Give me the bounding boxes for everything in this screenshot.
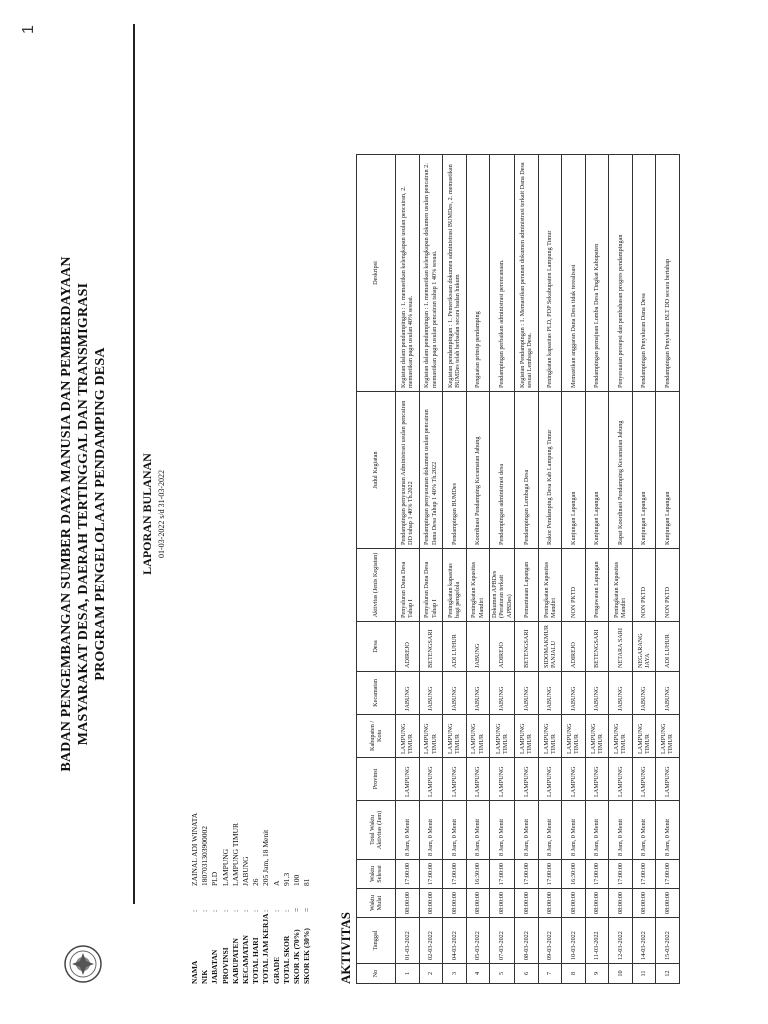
cell-desa: ADI LUHUR — [443, 621, 467, 671]
cell-judul-kegiatan: Rapat Koordinasi Pendamping Kecamatan Jabung — [609, 391, 633, 548]
cell-no: 5 — [490, 964, 515, 984]
cell-no: 2 — [419, 964, 443, 984]
table-row — [515, 154, 539, 983]
cell-no: 6 — [515, 964, 539, 984]
cell-waktu-selesai: 17:00:00 — [419, 859, 443, 888]
info-separator: = — [292, 907, 302, 912]
cell-no: 11 — [632, 964, 656, 984]
table-row — [609, 154, 633, 983]
cell-kabupaten: LAMPUNG TIMUR — [538, 714, 562, 757]
cell-kecamatan: JABUNG — [538, 671, 562, 714]
cell-provinsi: LAMPUNG — [609, 757, 633, 800]
cell-kabupaten: LAMPUNG TIMUR — [490, 714, 515, 757]
column-header-kecamatan: Kecamatan — [357, 671, 396, 714]
cell-waktu-mulai: 08:00:00 — [585, 888, 609, 917]
info-value: PLD — [210, 871, 220, 886]
cell-total-waktu: 8 Jam, 0 Menit — [632, 800, 656, 859]
cell-no: 12 — [656, 964, 680, 984]
cell-tanggal: 02-03-2022 — [419, 918, 443, 964]
cell-waktu-selesai: 17:00:00 — [632, 859, 656, 888]
table-row — [466, 154, 490, 983]
info-row — [241, 813, 251, 984]
cell-waktu-selesai: 16:30:00 — [562, 859, 586, 888]
cell-judul-kegiatan: Kunjungan Lapangan — [656, 391, 680, 548]
report-period: 01-03-2022 s/d 31-03-2022 — [157, 470, 166, 558]
cell-total-waktu: 8 Jam, 0 Menit — [562, 800, 586, 859]
cell-aktivitas: Dokumen APBDes (Peraturan terkait APBDes) — [490, 548, 515, 621]
cell-aktivitas: Penyaluran Dana Desa Tahap I — [396, 548, 420, 621]
cell-total-waktu: 8 Jam, 0 Menit — [419, 800, 443, 859]
info-row — [302, 813, 312, 984]
cell-waktu-selesai: 17:00:00 — [515, 859, 539, 888]
table-body — [396, 154, 680, 983]
column-header-deskripsi: Deskripsi — [357, 154, 396, 391]
section-title: AKTIVITAS — [338, 911, 353, 984]
cell-tanggal: 09-03-2022 — [538, 918, 562, 964]
ministry-logo — [63, 944, 103, 984]
document-header — [58, 124, 109, 904]
cell-waktu-selesai: 17:00:00 — [538, 859, 562, 888]
cell-no: 9 — [585, 964, 609, 984]
info-value: A — [271, 880, 281, 886]
table-row — [562, 154, 586, 983]
cell-kabupaten: LAMPUNG TIMUR — [585, 714, 609, 757]
info-label: KECAMATAN — [241, 935, 251, 984]
activity-table — [356, 154, 680, 984]
info-separator: : — [230, 909, 240, 912]
cell-judul-kegiatan: Pendampingan penyusunan dokumen usulan pencairan Dana Desa Tahap 1 40% Th.2022 — [419, 391, 443, 548]
info-separator: : — [220, 909, 230, 912]
cell-judul-kegiatan: Pendampingan BUMDes — [443, 391, 467, 548]
cell-kabupaten: LAMPUNG TIMUR — [396, 714, 420, 757]
info-label: NAMA — [190, 960, 199, 984]
info-value: LAMPUNG — [220, 848, 230, 886]
info-label: SKOR EK (30%) — [302, 928, 312, 984]
column-header-tanggal: Tanggal — [357, 918, 396, 964]
report-title: LAPORAN BULANAN — [140, 453, 154, 575]
info-value: 100 — [292, 874, 302, 886]
info-value: ZAINAL ADI WINATA — [190, 812, 199, 886]
cell-waktu-mulai: 08:00:00 — [562, 888, 586, 917]
cell-deskripsi: Pendampingan perbaikan administrasi perencanaan. — [490, 154, 515, 391]
cell-no: 1 — [396, 964, 420, 984]
cell-waktu-mulai: 08:00:00 — [538, 888, 562, 917]
cell-kecamatan: JABUNG — [632, 671, 656, 714]
info-label: TOTAL JAM KERJA — [261, 913, 271, 984]
cell-provinsi: LAMPUNG — [632, 757, 656, 800]
info-label: GRADE — [271, 956, 281, 984]
cell-waktu-selesai: 17:00:00 — [396, 859, 420, 888]
cell-waktu-mulai: 08:00:00 — [515, 888, 539, 917]
cell-kecamatan: JABUNG — [490, 671, 515, 714]
info-value: LAMPUNG TIMUR — [230, 823, 240, 886]
info-separator: : — [271, 909, 281, 912]
cell-tanggal: 12-03-2022 — [609, 918, 633, 964]
info-label: PROVINSI — [220, 947, 230, 984]
cell-kabupaten: LAMPUNG TIMUR — [466, 714, 490, 757]
info-value: 1807031303900002 — [200, 826, 210, 886]
info-label: NIK — [200, 969, 210, 984]
info-row — [251, 813, 261, 984]
cell-provinsi: LAMPUNG — [490, 757, 515, 800]
table-row — [585, 154, 609, 983]
cell-provinsi: LAMPUNG — [656, 757, 680, 800]
column-header-waktu-selesai: Waktu Selesai — [357, 859, 396, 888]
cell-tanggal: 08-03-2022 — [515, 918, 539, 964]
column-header-waktu-mulai: Waktu Mulai — [357, 888, 396, 917]
cell-judul-kegiatan: Koordinasi Pendamping Kecamatan Jabung — [466, 391, 490, 548]
cell-waktu-mulai: 08:00:00 — [466, 888, 490, 917]
info-separator: : — [261, 909, 271, 912]
cell-desa: BETENGSARI — [515, 621, 539, 671]
cell-waktu-mulai: 08:00:00 — [609, 888, 633, 917]
cell-tanggal: 11-03-2022 — [585, 918, 609, 964]
cell-judul-kegiatan: Pendampingan penyusunan Administrasi usulan pencairan DD tahap 1 40% Th.2022 — [396, 391, 420, 548]
info-row — [231, 813, 241, 984]
info-separator: : — [210, 909, 220, 912]
column-header-desa: Desa — [357, 621, 396, 671]
info-row — [200, 813, 210, 984]
cell-tanggal: 15-03-2022 — [656, 918, 680, 964]
table-row — [419, 154, 443, 983]
cell-waktu-mulai: 08:00:00 — [443, 888, 467, 917]
info-value: 205 Jam, 18 Menit — [261, 829, 271, 886]
cell-waktu-selesai: 17:00:00 — [490, 859, 515, 888]
cell-total-waktu: 8 Jam, 0 Menit — [515, 800, 539, 859]
cell-judul-kegiatan: Pendampingan administrasi desa — [490, 391, 515, 548]
cell-total-waktu: 8 Jam, 0 Menit — [466, 800, 490, 859]
cell-desa: ADIREJO — [490, 621, 515, 671]
cell-aktivitas: Pemantauan Lapangan — [515, 548, 539, 621]
cell-kabupaten: LAMPUNG TIMUR — [656, 714, 680, 757]
employee-info — [190, 813, 312, 984]
cell-desa: JABUNG — [466, 621, 490, 671]
cell-tanggal: 04-03-2022 — [443, 918, 467, 964]
cell-provinsi: LAMPUNG — [419, 757, 443, 800]
cell-aktivitas: Pengawasan Lapangan — [585, 548, 609, 621]
cell-provinsi: LAMPUNG — [443, 757, 467, 800]
cell-tanggal: 14-03-2022 — [632, 918, 656, 964]
header-line-2: MASYARAKAT DESA, DAERAH TERTINGGAL DAN TRANSMIGRASI — [76, 282, 91, 746]
table-row — [490, 154, 515, 983]
cell-deskripsi: Memastikan anggaran Dana Desa tidak terealisasi — [562, 154, 586, 391]
info-row — [210, 813, 220, 984]
cell-deskripsi: Peningkatan kapasitas PLD, PDP Sekabupaten Lampung Timur — [538, 154, 562, 391]
info-separator: : — [281, 909, 291, 912]
info-label: SKOR JK (70%) — [292, 929, 302, 984]
cell-deskripsi: Penyesuaian persepsi dan pembahasan progres pendampingan — [609, 154, 633, 391]
cell-judul-kegiatan: Kunjungan Lapangan — [585, 391, 609, 548]
cell-kecamatan: JABUNG — [515, 671, 539, 714]
info-row — [261, 813, 271, 984]
cell-aktivitas: NON PKTD — [656, 548, 680, 621]
cell-kecamatan: JABUNG — [562, 671, 586, 714]
info-value: 26 — [251, 878, 261, 886]
cell-deskripsi: Pendampingan Penyaluran BLT DD secara bertahap — [656, 154, 680, 391]
cell-waktu-mulai: 08:00:00 — [656, 888, 680, 917]
table-row — [656, 154, 680, 983]
info-label: KABUPATEN — [230, 938, 240, 984]
cell-kecamatan: JABUNG — [466, 671, 490, 714]
cell-desa: ADIREJO — [396, 621, 420, 671]
info-value: 91.3 — [281, 872, 291, 886]
cell-kecamatan: JABUNG — [419, 671, 443, 714]
column-header-judul-kegiatan: Judul Kegiatan — [357, 391, 396, 548]
cell-total-waktu: 8 Jam, 0 Menit — [585, 800, 609, 859]
cell-desa: ADIREJO — [562, 621, 586, 671]
header-line-3: PROGRAM PENGELOLAAN PENDAMPING DESA — [93, 347, 108, 681]
cell-aktivitas: Peningkatan Kapasitas Mandiri — [609, 548, 633, 621]
cell-total-waktu: 8 Jam, 0 Menit — [490, 800, 515, 859]
cell-tanggal: 10-03-2022 — [562, 918, 586, 964]
info-row — [292, 813, 302, 984]
cell-tanggal: 01-03-2022 — [396, 918, 420, 964]
cell-desa: BETENGSARI — [585, 621, 609, 671]
cell-kabupaten: LAMPUNG TIMUR — [515, 714, 539, 757]
cell-deskripsi: Pendampingan pemajuan Lomba Desa Tingkat Kabupaten — [585, 154, 609, 391]
cell-judul-kegiatan: Rakor Pendamping Desa Kab Lampung Timur — [538, 391, 562, 548]
cell-deskripsi: Kegiatan Pendampingan : 1. Memastikan peranan dokumen administrasi terkait Dana Desa sesuai Lembaga Desa. — [515, 154, 539, 391]
cell-provinsi: LAMPUNG — [585, 757, 609, 800]
cell-desa: NETARA SARI — [609, 621, 633, 671]
cell-waktu-mulai: 08:00:00 — [396, 888, 420, 917]
cell-kecamatan: JABUNG — [443, 671, 467, 714]
column-header-aktivitas: Aktivitas (Jenis Kegiatan) — [357, 548, 396, 621]
cell-kabupaten: LAMPUNG TIMUR — [562, 714, 586, 757]
cell-kecamatan: JABUNG — [609, 671, 633, 714]
cell-total-waktu: 8 Jam, 0 Menit — [538, 800, 562, 859]
info-label: TOTAL HARI — [251, 937, 261, 984]
cell-aktivitas: Peningkatan kapasitas bagi pengelola — [443, 548, 467, 621]
cell-judul-kegiatan: Kunjungan Lapangan — [562, 391, 586, 548]
cell-provinsi: LAMPUNG — [466, 757, 490, 800]
table-row — [443, 154, 467, 983]
cell-aktivitas: NON PKTD — [632, 548, 656, 621]
info-separator: : — [241, 909, 251, 912]
cell-kabupaten: LAMPUNG TIMUR — [419, 714, 443, 757]
cell-desa: SIDOMAKMUR PANJALU — [538, 621, 562, 671]
info-value: JABUNG — [241, 856, 251, 886]
info-separator: : — [251, 909, 261, 912]
cell-no: 4 — [466, 964, 490, 984]
cell-waktu-mulai: 08:00:00 — [490, 888, 515, 917]
column-header-total-waktu: Total Waktu Aktivitas (Jam) — [357, 800, 396, 859]
cell-aktivitas: NON PKTD — [562, 548, 586, 621]
info-separator: : — [190, 909, 199, 912]
cell-waktu-selesai: 17:00:00 — [585, 859, 609, 888]
cell-total-waktu: 8 Jam, 0 Menit — [396, 800, 420, 859]
cell-kecamatan: JABUNG — [656, 671, 680, 714]
cell-total-waktu: 8 Jam, 0 Menit — [443, 800, 467, 859]
table-row — [396, 154, 420, 983]
cell-waktu-selesai: 17:00:00 — [443, 859, 467, 888]
cell-judul-kegiatan: Pendampingan Lembaga Desa — [515, 391, 539, 548]
cell-tanggal: 05-03-2022 — [466, 918, 490, 964]
table-row — [632, 154, 656, 983]
cell-desa: ADI LUHUR — [656, 621, 680, 671]
cell-kabupaten: LAMPUNG TIMUR — [632, 714, 656, 757]
cell-waktu-selesai: 16:30:00 — [466, 859, 490, 888]
cell-deskripsi: Kegiatan dalam pendampingan : 1. memastikan kelengkapan dokumen usulan pencairan 2. memastikan pagu usulan pencairan tahap 1 40% sesuai. — [419, 154, 443, 391]
info-separator: : — [200, 909, 210, 912]
cell-deskripsi: Kegiatan pendampingan : 1. Pemeriksaan dokumen administrasi BUMDes, 2. memastikan BUMDes telah berbadan secara badan hukum — [443, 154, 467, 391]
column-header-kabupaten: Kabupaten / Kota — [357, 714, 396, 757]
header-line-1: BADAN PENGEMBANGAN SUMBER DAYA MANUSIA DAN PEMBERDAYAAN — [59, 256, 74, 772]
info-label: JABATAN — [210, 949, 220, 984]
cell-kecamatan: JABUNG — [585, 671, 609, 714]
table-header-row — [357, 154, 396, 983]
cell-provinsi: LAMPUNG — [538, 757, 562, 800]
info-row — [272, 813, 282, 984]
cell-aktivitas: Peningkatan Kapasitas Mandiri — [538, 548, 562, 621]
cell-desa: BETENGSARI — [419, 621, 443, 671]
cell-deskripsi: Kegiatan dalam pendampingan : 1. memastikan kelengkapan usulan pencairan, 2. memastikan pagu usulan 40% sesuai. — [396, 154, 420, 391]
info-value: 81 — [302, 878, 312, 886]
info-label: TOTAL SKOR — [281, 935, 291, 984]
cell-deskripsi: Penguatan prinsip pendamping — [466, 154, 490, 391]
cell-aktivitas: Penyaluran Dana Desa Tahap I — [419, 548, 443, 621]
cell-waktu-mulai: 08:00:00 — [632, 888, 656, 917]
info-row — [190, 813, 200, 984]
cell-waktu-selesai: 17:00:00 — [656, 859, 680, 888]
cell-total-waktu: 8 Jam, 0 Menit — [656, 800, 680, 859]
cell-no: 8 — [562, 964, 586, 984]
cell-waktu-selesai: 17:00:00 — [609, 859, 633, 888]
cell-waktu-mulai: 08:00:00 — [419, 888, 443, 917]
cell-provinsi: LAMPUNG — [396, 757, 420, 800]
header-divider — [133, 24, 135, 904]
column-header-no: No — [357, 964, 396, 984]
page-number: 1 — [20, 25, 37, 34]
cell-no: 10 — [609, 964, 633, 984]
cell-provinsi: LAMPUNG — [515, 757, 539, 800]
cell-total-waktu: 8 Jam, 0 Menit — [609, 800, 633, 859]
cell-tanggal: 07-03-2022 — [490, 918, 515, 964]
cell-no: 7 — [538, 964, 562, 984]
cell-no: 3 — [443, 964, 467, 984]
cell-aktivitas: Peningkatan Kapasitas Mandiri — [466, 548, 490, 621]
cell-desa: NEGARANG JAYA — [632, 621, 656, 671]
table-row — [538, 154, 562, 983]
info-row — [282, 813, 292, 984]
column-header-provinsi: Provinsi — [357, 757, 396, 800]
cell-kecamatan: JABUNG — [396, 671, 420, 714]
cell-kabupaten: LAMPUNG TIMUR — [443, 714, 467, 757]
cell-provinsi: LAMPUNG — [562, 757, 586, 800]
cell-kabupaten: LAMPUNG TIMUR — [609, 714, 633, 757]
cell-deskripsi: Pendampingan Penyaluran Dana Desa — [632, 154, 656, 391]
info-separator: = — [302, 907, 312, 912]
info-row — [221, 813, 231, 984]
cell-judul-kegiatan: Kunjungan Lapangan — [632, 391, 656, 548]
